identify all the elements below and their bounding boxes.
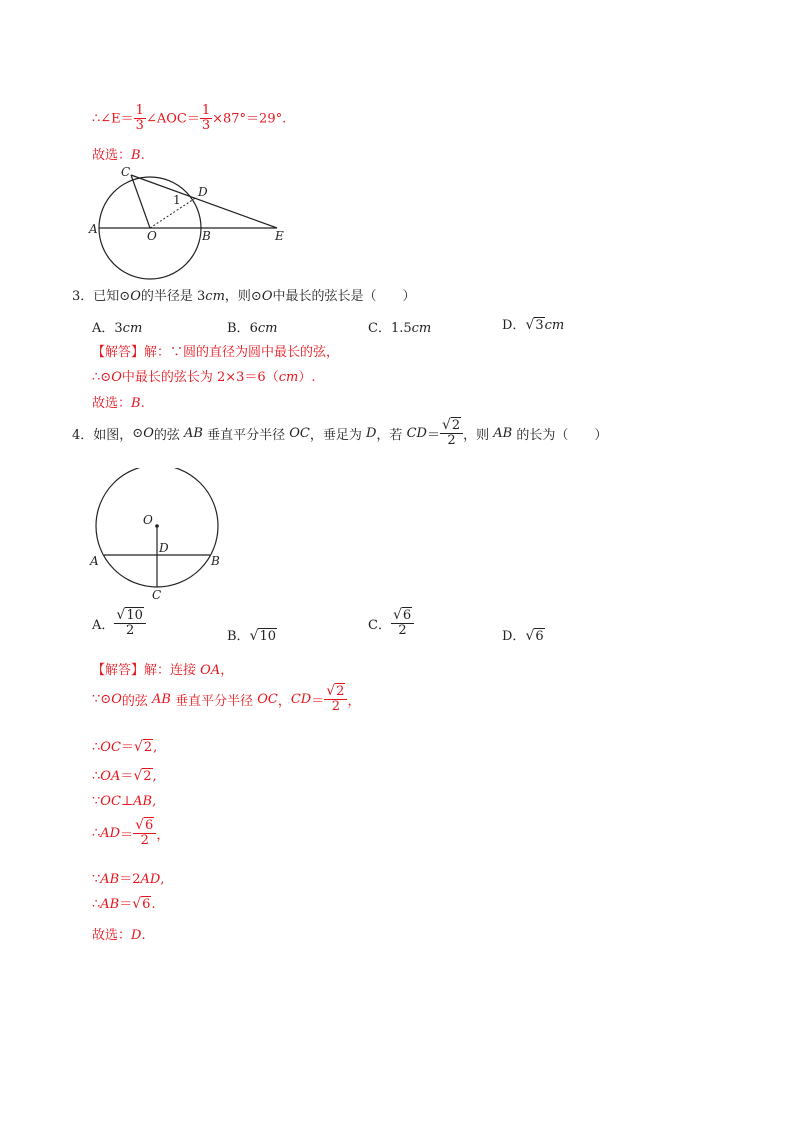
figure-circle-chord (85, 468, 230, 603)
question-4: 4．如图，⊙O的弦 AB 垂直平分半径 OC，垂足为 D，若 CD＝ $\frac{√2}{2}$ ，则 AB 的长为（ ） (72, 417, 608, 449)
question-number: 3． (72, 289, 94, 304)
fraction-sqrt2-over-2: $\frac{√2}{2}$ (440, 418, 463, 449)
q4-solution-line-1: 【解答】解：连接 OA， (92, 663, 234, 678)
q3-option-c: C．1.5cm (368, 321, 432, 336)
prev-answer (92, 144, 145, 163)
q4-solution-line-5: ∵OC⊥AB, (92, 794, 157, 809)
line-oc (131, 175, 150, 228)
label-d: D (198, 185, 208, 199)
q4-solution-line-3: ∴OC＝√2, (92, 739, 158, 755)
solution-tag: 【解答】 (92, 345, 145, 360)
q-var: O (130, 289, 141, 304)
label-a: A (90, 554, 99, 568)
label-c: C (121, 165, 131, 179)
q-text: 的半径是 (140, 289, 198, 304)
prev-conclusion (92, 104, 286, 134)
q-text: 中最长的弦长是（ ） (272, 289, 416, 304)
label-a: A (89, 222, 98, 236)
solution-tag: 【解答】 (92, 663, 145, 678)
label-angle-1: 1 (173, 193, 181, 207)
question-number: 4． (72, 427, 94, 443)
q3-solution-line-2: ∴⊙O中最长的弦长为 2×3＝6（cm）. (92, 370, 316, 385)
q-unit: cm (205, 289, 225, 304)
sqrt-expression: √3 (525, 317, 544, 333)
label-o: O (147, 229, 157, 243)
circle-symbol: ⊙ (132, 425, 144, 441)
frac-num: 1 (201, 103, 211, 118)
q4-option-a: A． $\frac{√10}{2}$ (92, 608, 146, 639)
circle-symbol: ⊙ (100, 370, 112, 385)
q-var: O (261, 289, 273, 304)
frac-den: 3 (201, 118, 211, 134)
q3-option-b: B．6cm (227, 321, 278, 336)
frac-num: 1 (135, 103, 144, 118)
q4-solution-line-6: ∴AD＝ $\frac{√6}{2}$ ， (92, 817, 170, 849)
q4-solution-line-4: ∴OA＝√2, (92, 768, 157, 784)
center-point (155, 524, 159, 528)
q4-solution-line-2: ∵⊙O的弦 AB 垂直平分半径 OC，CD＝ $\frac{√2}{2}$ ， (92, 683, 361, 715)
frac-den: 3 (135, 118, 144, 134)
q4-option-b: B．√10 (227, 628, 277, 644)
circle-symbol: ⊙ (119, 289, 131, 304)
line-ce (131, 175, 277, 228)
label-o: O (143, 513, 153, 527)
label-b: B (211, 554, 220, 568)
q3-solution-line-1: 【解答】解：∵圆的直径为圆中最长的弦， (92, 345, 340, 360)
answer-prefix: 故选： (92, 148, 132, 163)
fraction-one-third (134, 104, 146, 134)
answer-letter: B (131, 148, 141, 163)
label-d: D (159, 541, 169, 555)
prev-therefore: ∴∠E＝ (92, 111, 134, 127)
q-text: 已知 (93, 289, 120, 304)
q4-solution-line-9: 故选：D. (92, 928, 146, 943)
q3-solution-line-3: 故选：B. (92, 396, 145, 411)
answer-end: . (140, 148, 145, 163)
figure-circle-secant (85, 162, 295, 280)
fraction-one-third (200, 104, 212, 134)
q-value: 3 (197, 289, 206, 304)
q-text: ，则 (224, 289, 251, 304)
circle-symbol: ⊙ (250, 289, 262, 304)
q4-option-d: D．√6 (502, 628, 544, 644)
q4-option-c: C． $\frac{√6}{2}$ (368, 608, 414, 639)
label-e: E (275, 229, 284, 243)
q4-solution-line-8: ∴AB＝√6. (92, 896, 156, 912)
label-c: C (152, 588, 162, 602)
prev-tail: ×87°＝29°. (212, 111, 287, 127)
q3-option-d: D．√3cm (502, 317, 565, 333)
label-b: B (202, 229, 211, 243)
q3-option-a: A．3cm (92, 321, 143, 336)
prev-mid: ∠AOC＝ (145, 111, 200, 127)
q4-solution-line-7: ∵AB＝2AD, (92, 872, 165, 887)
question-3 (72, 285, 416, 304)
